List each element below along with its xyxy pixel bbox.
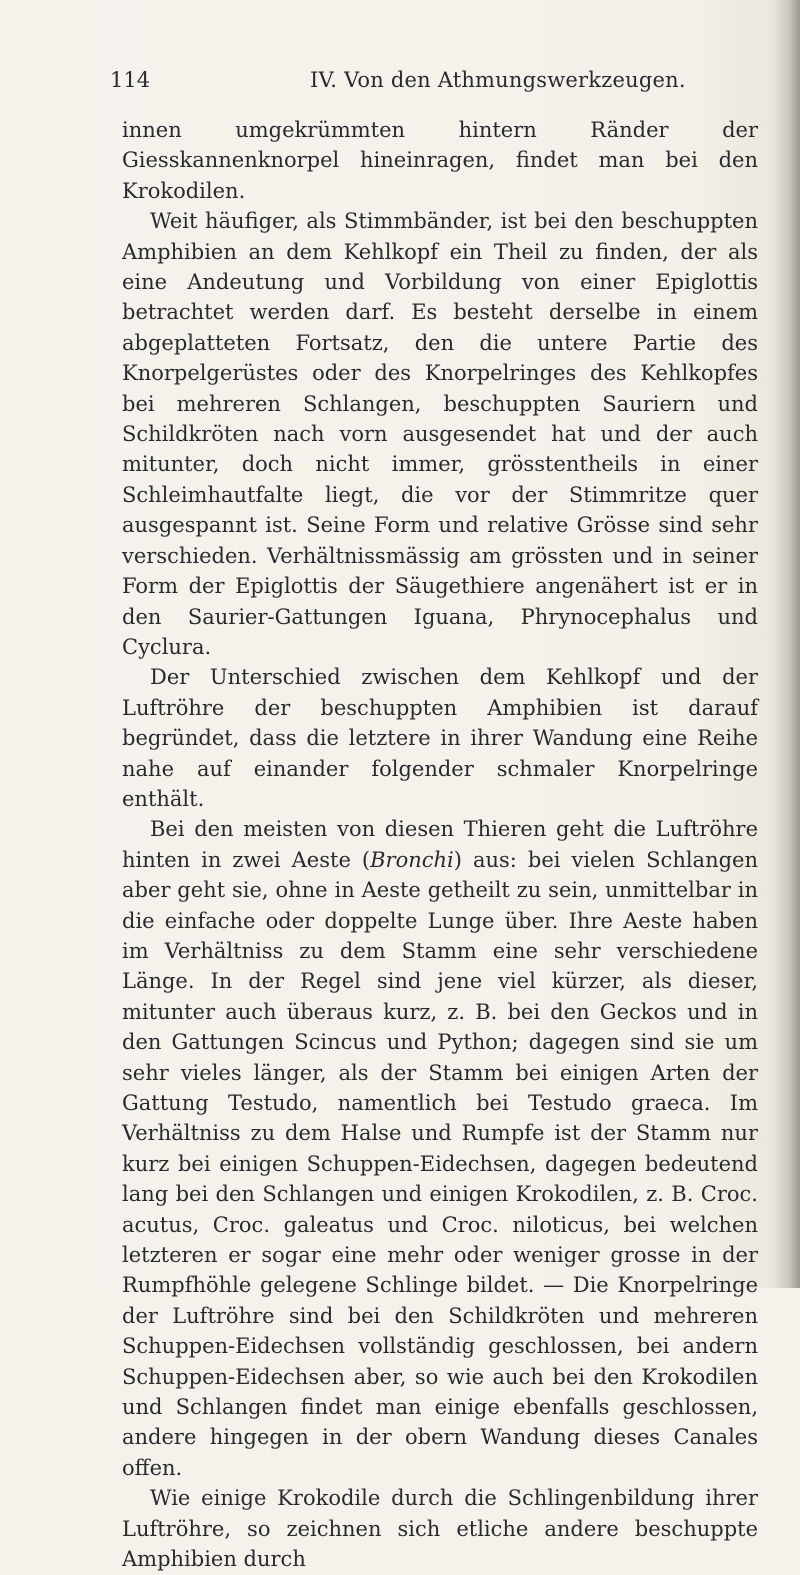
paragraph-text: Weit häufiger, als Stimmbänder, ist bei den beschuppten Amphibien an dem Kehlkopf ein Theil zu finden, der als eine Andeutung und Vorbildung von einer Epiglottis betrachtet werden darf. Es besteht derselbe in einem abgeplatteten Fortsatz, den die untere Partie des Knorpelgerüstes oder des Knorpelringes des Kehlkopfes bei mehreren Schlangen, beschuppten Sauriern und Schildkröten nach vorn ausgesendet hat und der auch mitunter, doch nicht immer, grösstentheils in einer Schleimhautfalte liegt, die vor der Stimmritze quer ausgespannt ist. Seine Form und relative Grösse sind sehr verschieden. Verhältnissmässig am grössten und in seiner Form der Epiglottis der Säugethiere angenähert ist er in den Saurier-Gattungen Iguana, Phrynocephalus und Cyclura. (122, 209, 758, 659)
page-header (0, 68, 800, 98)
paragraph-text: innen umgekrümmten hintern Ränder der Giesskannenknorpel hineinragen, findet man bei den Krokodilen. (122, 118, 758, 203)
paragraph-text: ) aus: bei vielen Schlangen aber geht sie, ohne in Aeste getheilt zu sein, unmittelbar in die einfache oder doppelte Lunge über. Ihre Aeste haben im Verhältniss zu dem Stamm eine sehr verschiedene Länge. In der Regel sind jene viel kürzer, als dieser, mitunter auch überaus kurz, z. B. bei den Geckos und in den Gattungen Scincus und Python; dagegen sind sie um sehr vieles länger, als der Stamm bei einigen Arten der Gattung Testudo, namentlich bei Testudo graeca. Im Verhältniss zu dem Halse und Rumpfe ist der Stamm nur kurz bei einigen Schuppen-Eidechsen, dagegen bedeutend lang bei den Schlangen und einigen Krokodilen, z. B. Croc. acutus, Croc. galeatus und Croc. niloticus, bei welchen letzteren er sogar eine mehr oder weniger grosse in der Rumpfhöhle gelegene Schlinge bildet. — Die Knorpelringe der Luftröhre sind bei den Schildkröten und mehreren Schuppen-Eidechsen vollständig geschlossen, bei andern Schuppen-Eidechsen aber, so wie auch bei den Krokodilen und Schlangen findet man einige ebenfalls geschlossen, andere hingegen in der obern Wandung dieses Canales offen. (122, 847, 759, 1480)
italic-term: Bronchi (370, 847, 454, 872)
paragraph-1 (122, 115, 758, 206)
paragraph-4 (122, 814, 758, 1483)
paragraph-text: Der Unterschied zwischen dem Kehlkopf und der Luftröhre der beschuppten Amphibien ist darauf begründet, dass die letztere in ihrer Wandung eine Reihe nahe auf einander folgender schmaler Knorpelringe enthält. (122, 665, 758, 811)
body-text (122, 115, 758, 1575)
paragraph-5 (122, 1483, 758, 1574)
paragraph-text: Wie einige Krokodile durch die Schlingenbildung ihrer Luftröhre, so zeichnen sich etliche andere beschuppte Amphibien durch (122, 1486, 758, 1572)
page-edge-shadow (774, 0, 800, 1288)
page-number: 114 (110, 68, 151, 92)
paragraph-3 (122, 662, 758, 814)
paragraph-2 (122, 206, 758, 662)
paragraph-text: Bei den meisten von diesen Thieren geht die Luftröhre hinten in zwei Aeste ( (122, 817, 758, 872)
running-title: IV. Von den Athmungswerkzeugen. (310, 68, 686, 92)
